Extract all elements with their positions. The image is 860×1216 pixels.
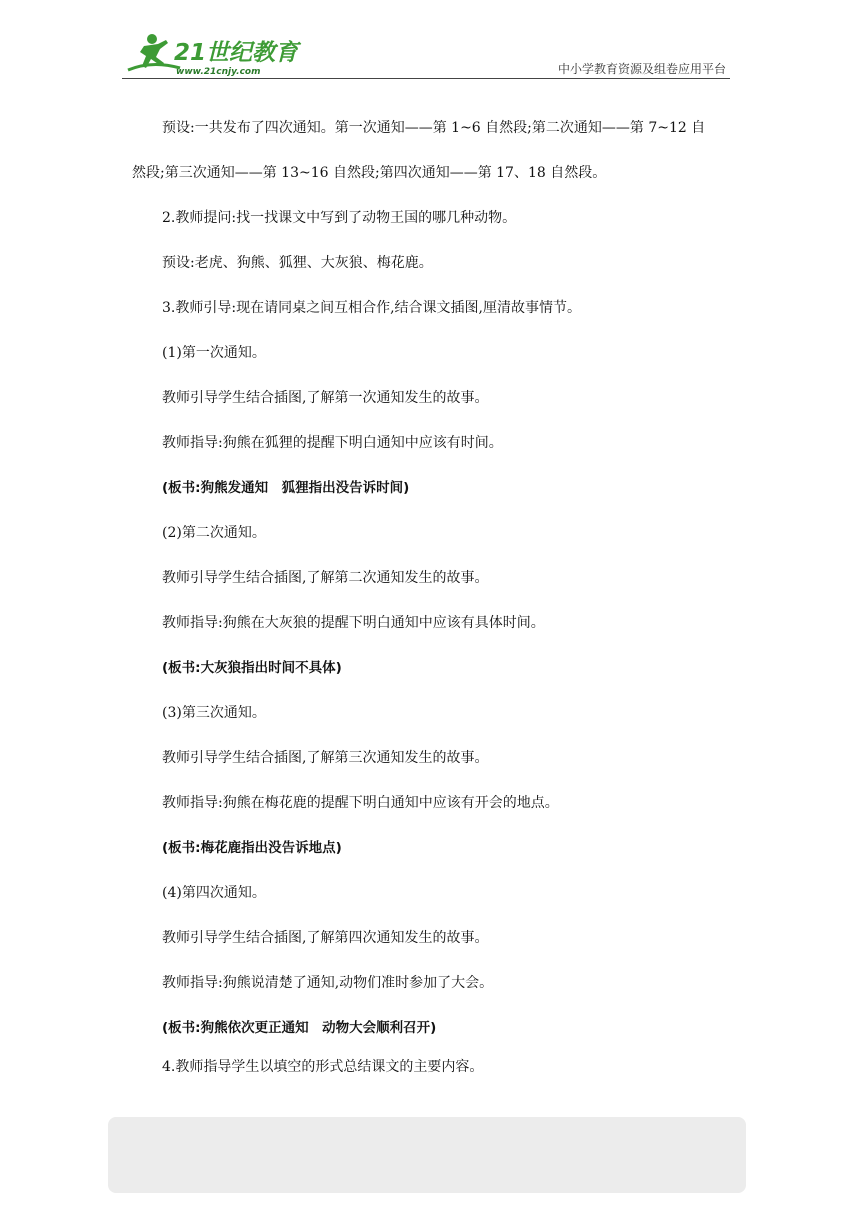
paragraph-line: 教师引导学生结合插图,了解第二次通知发生的故事。 [162,570,489,586]
paragraph-line: 教师引导学生结合插图,了解第一次通知发生的故事。 [162,390,489,406]
board-note: (板书:狗熊依次更正通知 动物大会顺利召开) [162,1020,437,1036]
page-header [122,28,730,80]
logo-url: www.21cnjy.com [176,67,261,77]
paragraph-line: (4)第四次通知。 [162,885,266,901]
paragraph-line: (1)第一次通知。 [162,345,266,361]
paragraph-line: 教师指导:狗熊在梅花鹿的提醒下明白通知中应该有开会的地点。 [162,795,559,811]
board-note: (板书:梅花鹿指出没告诉地点) [162,840,342,856]
board-note: (板书:大灰狼指出时间不具体) [162,660,342,676]
paragraph-line: (3)第三次通知。 [162,705,266,721]
paragraph-line: 教师指导:狗熊在狐狸的提醒下明白通知中应该有时间。 [162,435,503,451]
paragraph-line: 3.教师引导:现在请同桌之间互相合作,结合课文插图,厘清故事情节。 [162,300,581,316]
paragraph-line: 然段;第三次通知——第 13~16 自然段;第四次通知——第 17、18 自然段。 [132,165,607,181]
logo-text: 21世纪教育 [174,40,299,66]
footer-panel [108,1117,746,1193]
board-note: (板书:狗熊发通知 狐狸指出没告诉时间) [162,480,410,496]
paragraph-line: 4.教师指导学生以填空的形式总结课文的主要内容。 [162,1059,484,1075]
paragraph-line: 预设:老虎、狗熊、狐狸、大灰狼、梅花鹿。 [162,255,433,271]
runner-icon [128,34,180,70]
paragraph-line: 教师引导学生结合插图,了解第三次通知发生的故事。 [162,750,489,766]
paragraph-line: 教师引导学生结合插图,了解第四次通知发生的故事。 [162,930,489,946]
paragraph-line: (2)第二次通知。 [162,525,266,541]
paragraph-line: 预设:一共发布了四次通知。第一次通知——第 1~6 自然段;第二次通知——第 7~12 自 [162,120,706,136]
paragraph-line: 2.教师提问:找一找课文中写到了动物王国的哪几种动物。 [162,210,517,226]
paragraph-line: 教师指导:狗熊说清楚了通知,动物们准时参加了大会。 [162,975,494,991]
header-divider [122,78,730,79]
site-logo [122,30,302,78]
platform-name: 中小学教育资源及组卷应用平台 [557,62,726,76]
paragraph-line: 教师指导:狗熊在大灰狼的提醒下明白通知中应该有具体时间。 [162,615,545,631]
